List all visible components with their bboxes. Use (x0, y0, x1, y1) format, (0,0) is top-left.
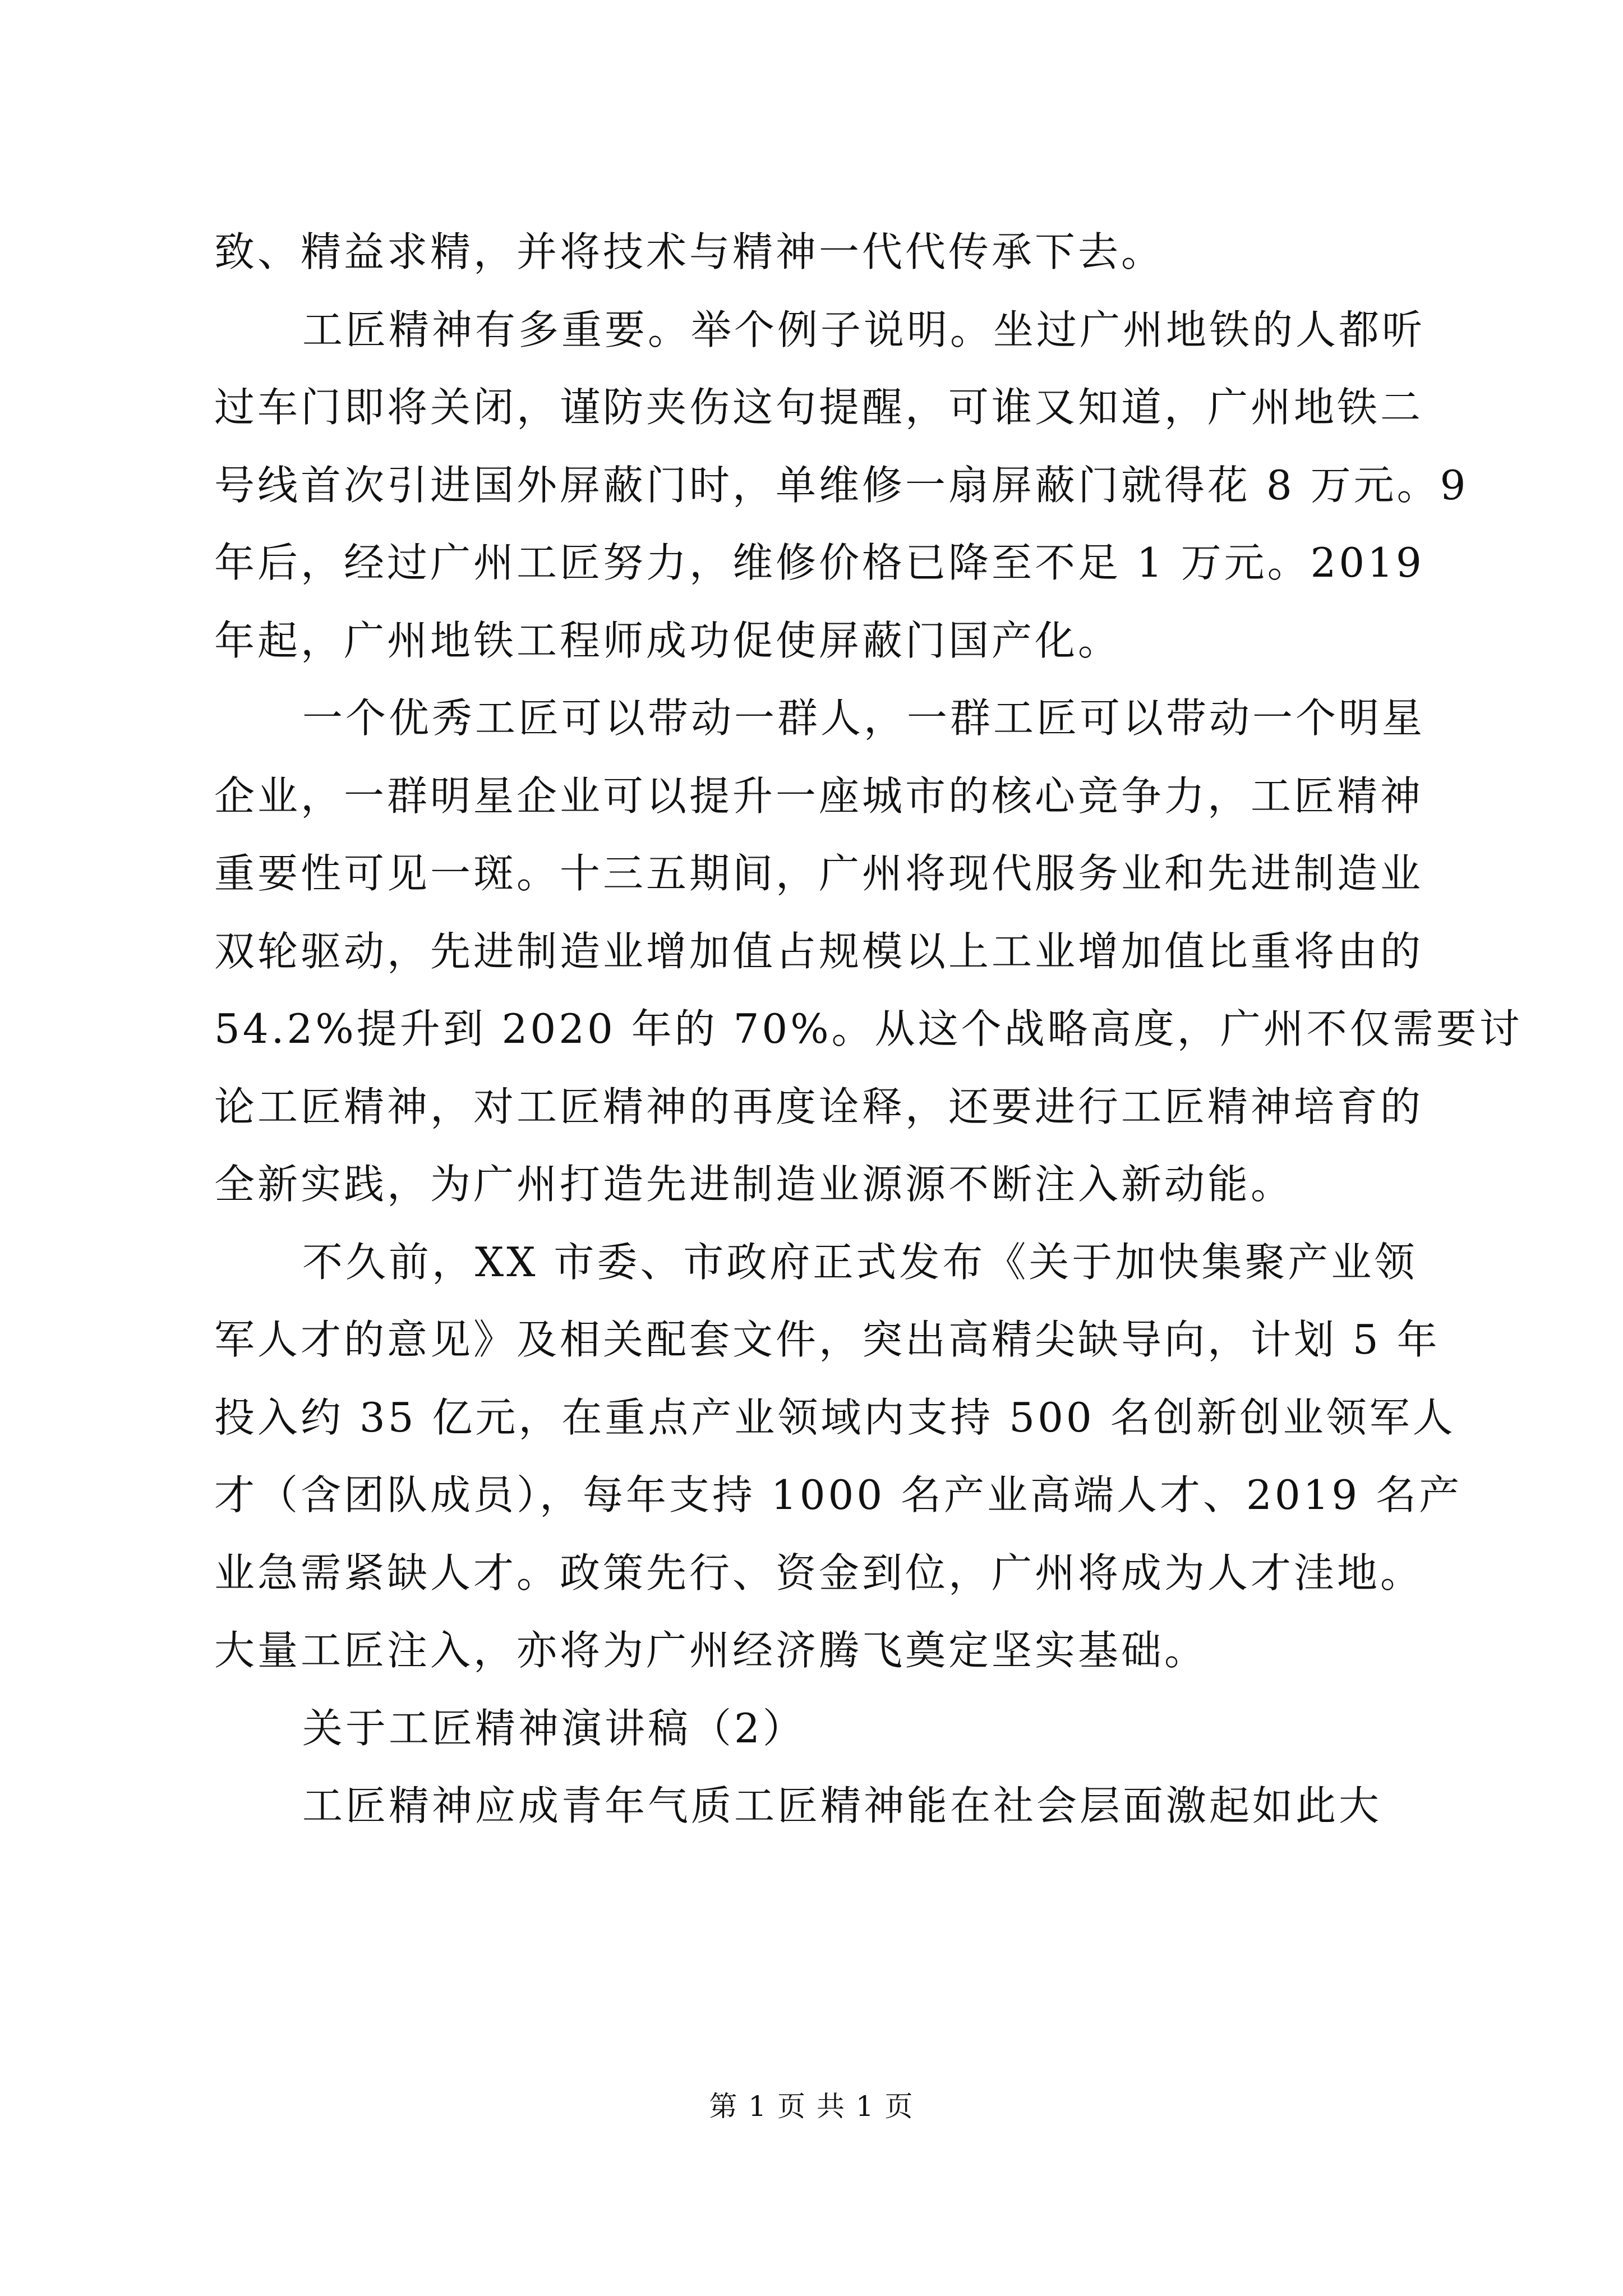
text-line: 军人才的意见》及相关配套文件，突出高精尖缺导向，计划 5 年 (214, 1316, 1440, 1363)
page-number: 第 1 页 共 1 页 (709, 2090, 914, 2123)
document-body (214, 213, 1523, 1845)
text-line: 工匠精神应成青年气质工匠精神能在社会层面激起如此大 (302, 1782, 1382, 1829)
text-line: 投入约 35 亿元，在重点产业领域内支持 500 名创新创业领军人 (214, 1393, 1456, 1441)
text-line: 致、精益求精，并将技术与精神一代代传承下去。 (214, 228, 1165, 275)
text-line: 双轮驱动，先进制造业增加值占规模以上工业增加值比重将由的 (214, 927, 1424, 975)
text-line: 不久前，XX 市委、市政府正式发布《关于加快集聚产业领 (302, 1238, 1418, 1286)
text-line: 重要性可见一斑。十三五期间，广州将现代服务业和先进制造业 (214, 850, 1424, 897)
text-line: 过车门即将关闭，谨防夹伤这句提醒，可谁又知道，广州地铁二 (214, 384, 1424, 431)
text-line: 企业，一群明星企业可以提升一座城市的核心竞争力，工匠精神 (214, 772, 1424, 820)
text-line: 业急需紧缺人才。政策先行、资金到位，广州将成为人才洼地。 (214, 1549, 1424, 1596)
text-line: 论工匠精神，对工匠精神的再度诠释，还要进行工匠精神培育的 (214, 1083, 1424, 1130)
text-line: 号线首次引进国外屏蔽门时，单维修一扇屏蔽门就得花 8 万元。9 (214, 461, 1469, 509)
text-line: 才（含团队成员），每年支持 1000 名产业高端人才、2019 名产 (214, 1471, 1463, 1519)
text-line: 年起，广州地铁工程师成功促使屏蔽门国产化。 (214, 616, 1122, 664)
text-line: 工匠精神有多重要。举个例子说明。坐过广州地铁的人都听 (302, 306, 1426, 353)
page-footer (0, 2087, 1623, 2126)
text-line: 一个优秀工匠可以带动一群人，一群工匠可以带动一个明星 (302, 694, 1426, 742)
text-line: 年后，经过广州工匠努力，维修价格已降至不足 1 万元。2019 (214, 539, 1424, 586)
text-line: 大量工匠注入，亦将为广州经济腾飞奠定坚实基础。 (214, 1627, 1208, 1674)
text-line: 54.2%提升到 2020 年的 70%。从这个战略高度，广州不仅需要讨 (214, 1005, 1523, 1052)
text-line: 全新实践，为广州打造先进制造业源源不断注入新动能。 (214, 1161, 1294, 1208)
section-heading: 关于工匠精神演讲稿（2） (302, 1704, 806, 1752)
